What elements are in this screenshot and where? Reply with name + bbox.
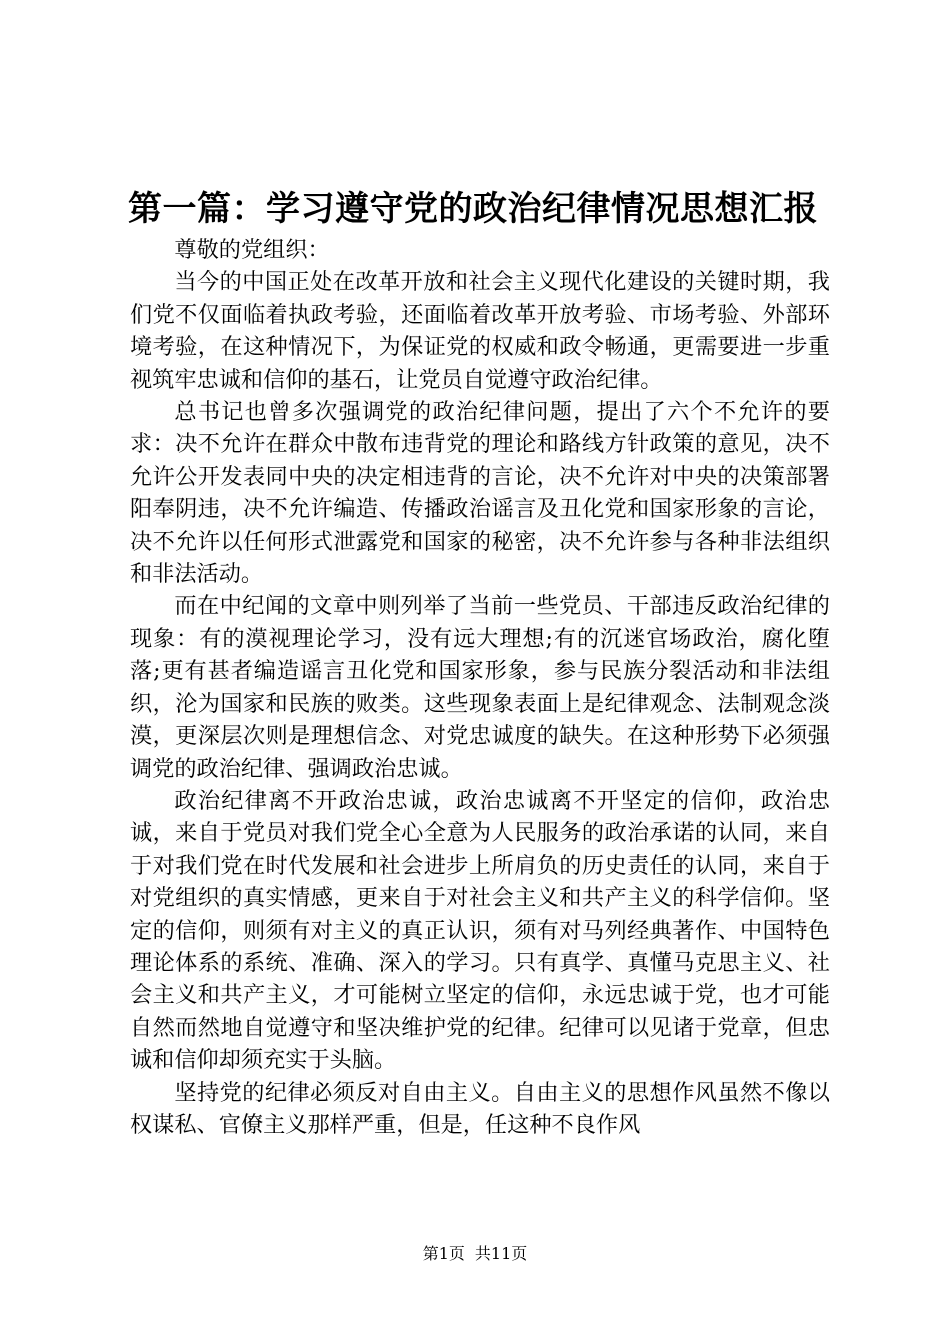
paragraph: 而在中纪闻的文章中则列举了当前一些党员、干部违反政治纪律的现象：有的漠视理论学习，没有远大理想;有的沉迷官场政治，腐化堕落;更有甚者编造谣言丑化党和国家形象，参与民族分裂活动和非法组织，沦为国家和民族的败类。这些现象表面上是纪律观念、法制观念淡漠，更深层次则是理想信念、对党忠诚度的缺失。在这种形势下必须强调党的政治纪律、强调政治忠诚。: [130, 593, 830, 782]
document-title: 第一篇：学习遵守党的政治纪律情况思想汇报: [128, 189, 818, 229]
paragraph: 政治纪律离不开政治忠诚，政治忠诚离不开坚定的信仰，政治忠诚，来自于党员对我们党全心全意为人民服务的政治承诺的认同，来自于对我们党在时代发展和社会进步上所肩负的历史责任的认同，来自于对党组织的真实情感，更来自于对社会主义和共产主义的科学信仰。坚定的信仰，则须有对主义的真正认识，须有对马列经典著作、中国特色理论体系的系统、准确、深入的学习。只有真学、真懂马克思主义、社会主义和共产主义，才可能树立坚定的信仰，永远忠诚于党，也才可能自然而然地自觉遵守和坚决维护党的纪律。纪律可以见诸于党章，但忠诚和信仰却须充实于头脑。: [130, 787, 830, 1074]
page-total: 共11页: [474, 1244, 528, 1263]
paragraph: 坚持党的纪律必须反对自由主义。自由主义的思想作风虽然不像以权谋私、官僚主义那样严重，但是，任这种不良作风: [130, 1079, 830, 1138]
page-footer: [0, 1244, 950, 1264]
paragraph: 当今的中国正处在改革开放和社会主义现代化建设的关键时期，我们党不仅面临着执政考验，还面临着改革开放考验、市场考验、外部环境考验，在这种情况下，为保证党的权威和政令畅通，更需要进一步重视筑牢忠诚和信仰的基石，让党员自觉遵守政治纪律。: [130, 269, 830, 393]
page-number: 第1页: [422, 1244, 465, 1263]
document-body: [130, 234, 830, 1141]
salutation: 尊敬的党组织：: [174, 237, 330, 263]
paragraph: 总书记也曾多次强调党的政治纪律问题，提出了六个不允许的要求：决不允许在群众中散布违背党的理论和路线方针政策的意见，决不允许公开发表同中央的决定相违背的言论，决不允许对中央的决策部署阳奉阴违，决不允许编造、传播政治谣言及丑化党和国家形象的言论，决不允许以任何形式泄露党和国家的秘密，决不允许参与各种非法组织和非法活动。: [130, 399, 830, 588]
